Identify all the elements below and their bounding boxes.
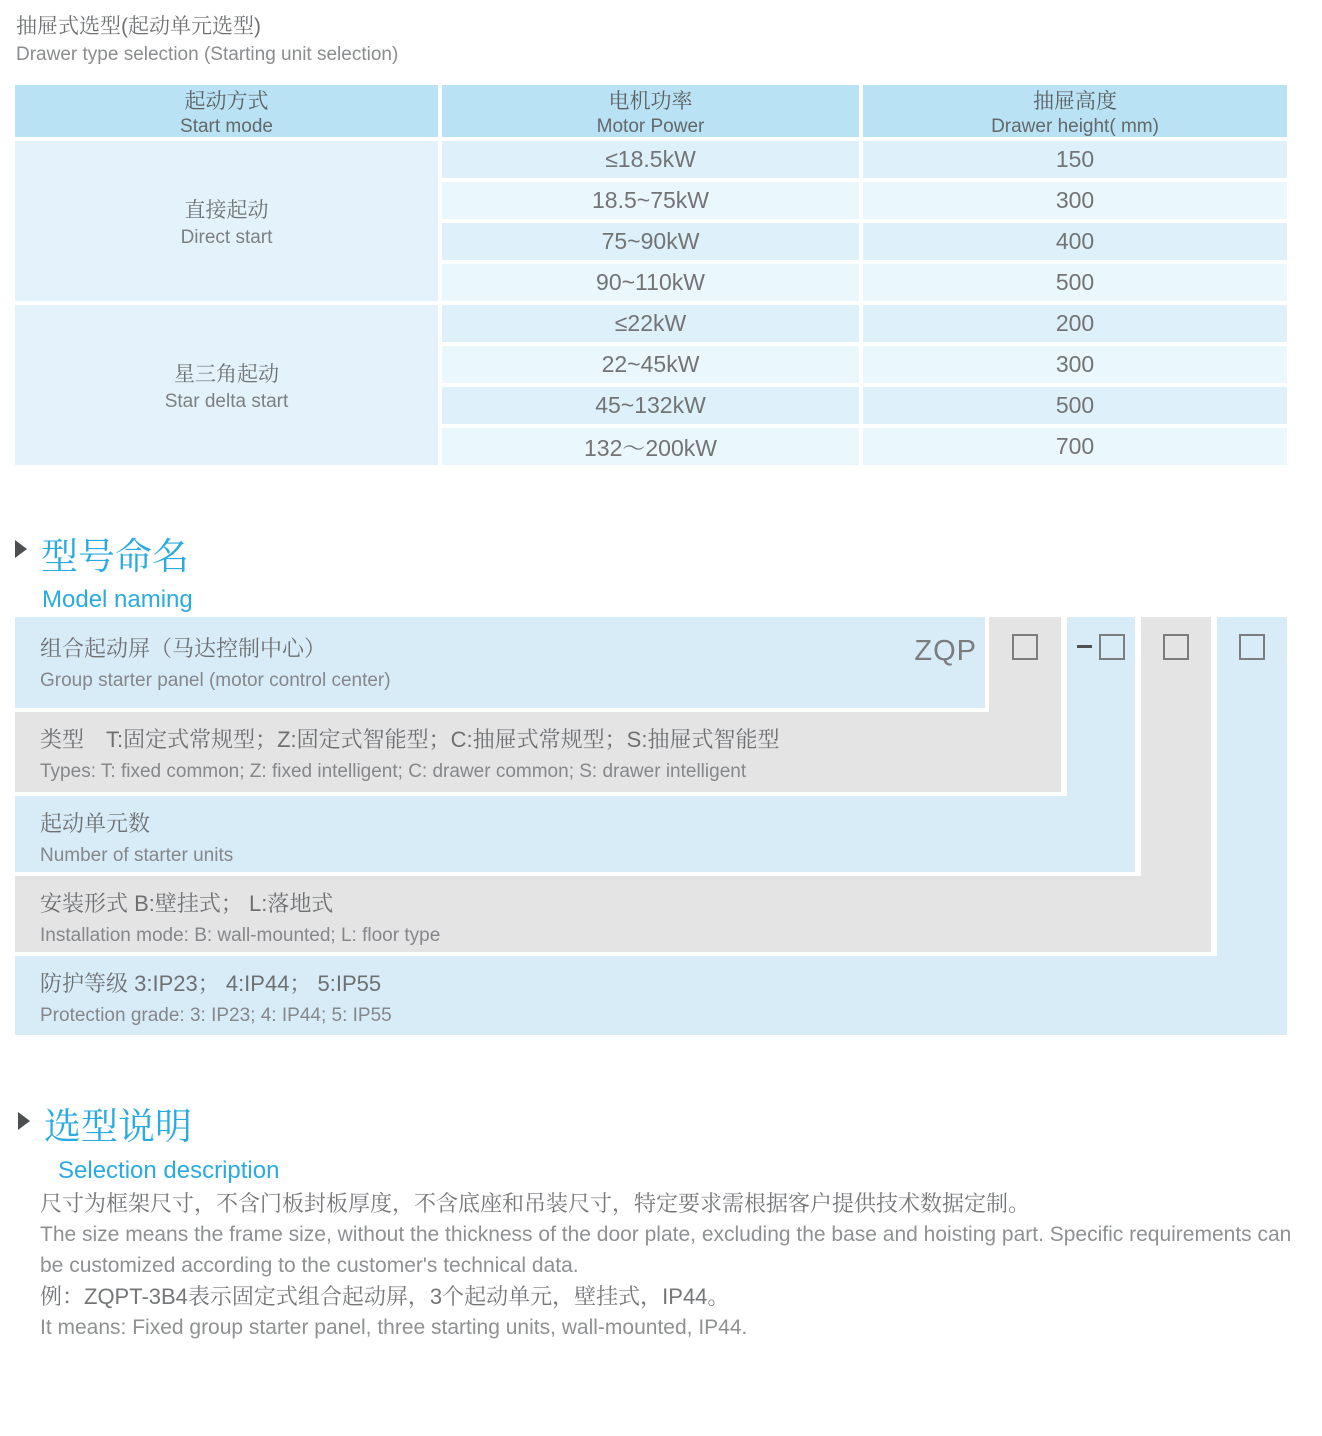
page-title xyxy=(16,10,398,66)
section-arrow-icon xyxy=(15,540,27,558)
height-cell: 300 xyxy=(863,182,1287,219)
section-arrow-icon xyxy=(18,1112,30,1130)
power-cell: 132～200kW xyxy=(442,428,859,465)
height-cell: 500 xyxy=(863,264,1287,301)
placeholder-box-icon xyxy=(1163,634,1189,660)
height-cell: 150 xyxy=(863,141,1287,178)
drawer-selection-table xyxy=(15,85,1287,465)
description-zh: 尺寸为框架尺寸，不含门板封板厚度，不含底座和吊装尺寸，特定要求需根据客户提供技术数据定制。 xyxy=(40,1191,1031,1216)
model-row-en: Types: T: fixed common; Z: fixed intelligent; C: drawer common; S: drawer intelligent xyxy=(40,761,747,782)
description-en: The size means the frame size, without the thickness of the door plate, excluding the base and hoisting part. Specific requirements can be customized according to the customer's technical data. xyxy=(40,1223,1292,1277)
power-cell: 75~90kW xyxy=(442,223,859,260)
mode-cell-direct-start xyxy=(15,141,438,301)
power-cell: ≤22kW xyxy=(442,305,859,342)
col-header-en: Motor Power xyxy=(596,115,705,137)
model-row-zh: 安装形式 B:壁挂式； L:落地式 xyxy=(40,891,334,916)
selection-description-text xyxy=(40,1188,1292,1343)
col-header-motor-power xyxy=(442,85,859,137)
col-header-zh: 抽屉高度 xyxy=(1033,89,1117,113)
section-title-zh: 型号命名 xyxy=(41,536,189,577)
col-header-en: Start mode xyxy=(180,115,273,137)
section-title-en: Model naming xyxy=(42,586,193,613)
power-cell: 18.5~75kW xyxy=(442,182,859,219)
mode-zh: 直接起动 xyxy=(184,198,269,222)
placeholder-box-icon xyxy=(1239,634,1265,660)
dash-icon xyxy=(1077,645,1092,648)
page-title-zh: 抽屉式选型(起动单元选型) xyxy=(16,15,261,38)
height-cell: 500 xyxy=(863,387,1287,424)
placeholder-box-icon xyxy=(1012,634,1038,660)
model-row-en: Group starter panel (motor control center) xyxy=(40,670,391,691)
model-row-en: Protection grade: 3: IP23; 4: IP44; 5: IP55 xyxy=(40,1005,392,1026)
power-cell: ≤18.5kW xyxy=(442,141,859,178)
model-row-zh: 防护等级 3:IP23； 4:IP44； 5:IP55 xyxy=(40,971,382,996)
section-title-zh: 选型说明 xyxy=(44,1106,192,1147)
col-header-en: Drawer height( mm) xyxy=(991,115,1159,137)
height-cell: 400 xyxy=(863,223,1287,260)
model-row-installation-mode xyxy=(15,876,1211,952)
example-en: It means: Fixed group starter panel, three starting units, wall-mounted, IP44. xyxy=(40,1316,748,1339)
mode-cell-star-delta-start xyxy=(15,305,438,465)
model-row-zh: 起动单元数 xyxy=(40,811,151,836)
model-row-en: Installation mode: B: wall-mounted; L: floor type xyxy=(40,925,441,946)
model-row-zh: 组合起动屏（马达控制中心） xyxy=(40,636,327,661)
model-code-prefix: ZQP xyxy=(914,635,977,667)
model-row-starter-units xyxy=(15,796,1135,872)
height-cell: 300 xyxy=(863,346,1287,383)
col-header-zh: 电机功率 xyxy=(608,89,693,113)
section-title-en: Selection description xyxy=(58,1157,280,1184)
mode-zh: 星三角起动 xyxy=(174,362,279,386)
height-cell: 200 xyxy=(863,305,1287,342)
section-selection-description-header xyxy=(18,1096,279,1185)
mode-en: Direct start xyxy=(180,226,273,248)
power-cell: 90~110kW xyxy=(442,264,859,301)
section-model-naming-header xyxy=(15,526,193,614)
model-row-protection-grade xyxy=(15,956,1287,1035)
mode-en: Star delta start xyxy=(164,390,289,412)
model-row-group-starter-panel xyxy=(15,617,985,708)
col-header-start-mode xyxy=(15,85,438,137)
model-naming-diagram xyxy=(15,617,1287,1035)
placeholder-box-icon xyxy=(1099,634,1125,660)
model-row-types xyxy=(15,712,1061,792)
power-cell: 22~45kW xyxy=(442,346,859,383)
power-cell: 45~132kW xyxy=(442,387,859,424)
model-row-zh: 类型 T:固定式常规型；Z:固定式智能型；C:抽屉式常规型；S:抽屉式智能型 xyxy=(40,727,780,752)
height-cell: 700 xyxy=(863,428,1287,465)
col-header-zh: 起动方式 xyxy=(184,89,269,113)
col-header-drawer-height xyxy=(863,85,1287,137)
model-row-en: Number of starter units xyxy=(40,845,234,866)
example-zh: 例：ZQPT-3B4表示固定式组合起动屏，3个起动单元，壁挂式，IP44。 xyxy=(40,1284,730,1309)
page-title-en: Drawer type selection (Starting unit selection) xyxy=(16,44,399,65)
